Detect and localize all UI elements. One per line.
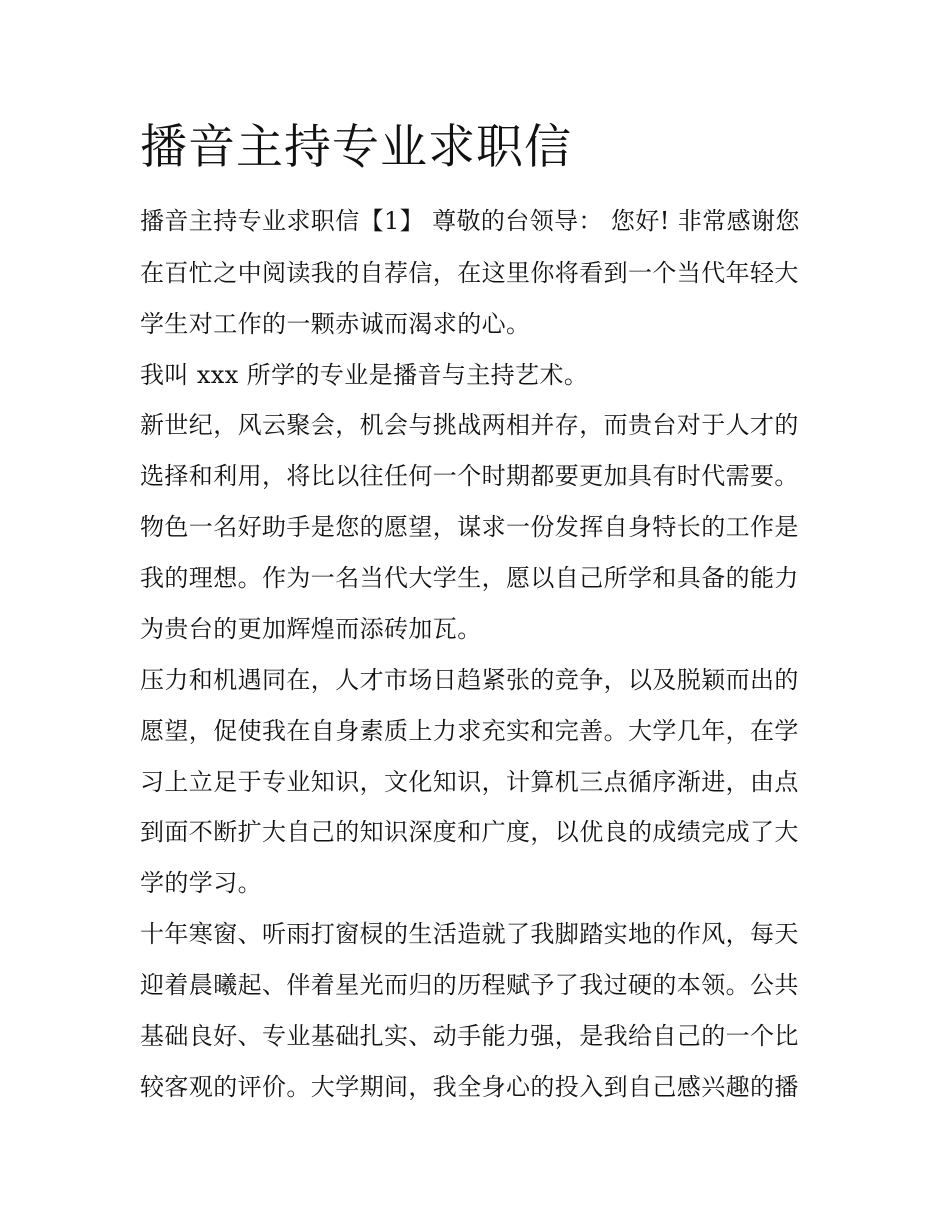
body-line: 迎着晨曦起、伴着星光而归的历程赋予了我过硬的本领。公共 — [140, 971, 799, 999]
body-line: 为贵台的更加辉煌而添砖加瓦。 — [140, 615, 482, 643]
body-line: 播音主持专业求职信【1】 尊敬的台领导： 您好! 非常感谢您 — [140, 207, 800, 235]
body-line: 学生对工作的一颗赤诚而渴求的心。 — [140, 310, 531, 338]
body-line: 选择和利用，将比以往任何一个时期都要更加具有时代需要。 — [140, 462, 799, 490]
body-line: 物色一名好助手是您的愿望，谋求一份发挥自身特长的工作是 — [140, 513, 799, 541]
body-line: 十年寒窗、听雨打窗棂的生活造就了我脚踏实地的作风，每天 — [140, 920, 799, 948]
body-line: 我叫 xxx 所学的专业是播音与主持艺术。 — [140, 361, 589, 389]
body-line: 较客观的评价。大学期间，我全身心的投入到自己感兴趣的播 — [140, 1073, 799, 1101]
body-line: 学的学习。 — [140, 869, 262, 897]
body-line: 愿望，促使我在自身素质上力求充实和完善。大学几年，在学 — [140, 717, 799, 745]
body-line: 到面不断扩大自己的知识深度和广度，以优良的成绩完成了大 — [140, 818, 799, 846]
body-line: 基础良好、专业基础扎实、动手能力强，是我给自己的一个比 — [140, 1022, 799, 1050]
body-line: 压力和机遇同在，人才市场日趋紧张的竞争，以及脱颖而出的 — [140, 666, 799, 694]
document-title: 播音主持专业求职信 — [140, 120, 572, 175]
body-line: 在百忙之中阅读我的自荐信，在这里你将看到一个当代年轻大 — [140, 259, 799, 287]
body-line: 习上立足于专业知识，文化知识，计算机三点循序渐进，由点 — [140, 768, 799, 796]
body-line: 新世纪，风云聚会，机会与挑战两相并存，而贵台对于人才的 — [140, 411, 799, 439]
body-line: 我的理想。作为一名当代大学生，愿以自己所学和具备的能力 — [140, 564, 799, 592]
